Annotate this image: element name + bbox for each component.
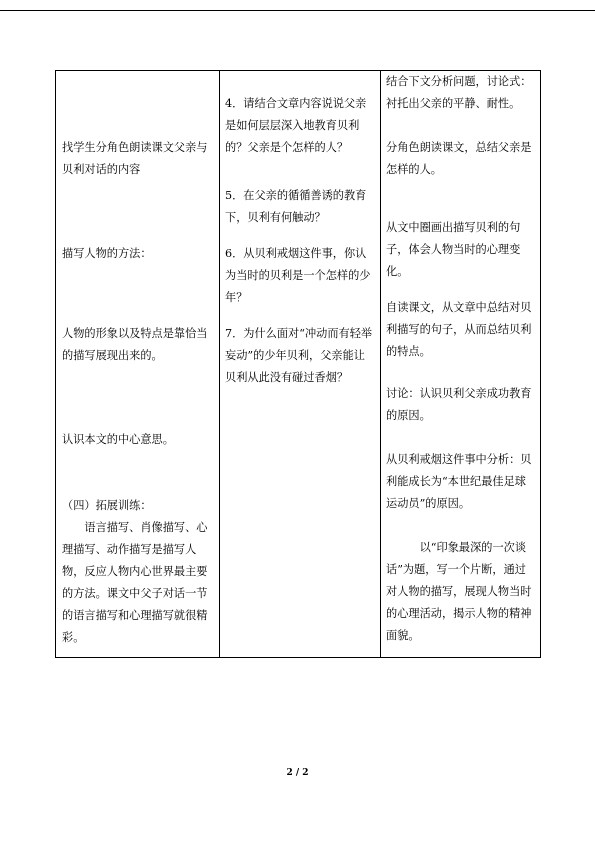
lesson-table <box>55 70 541 658</box>
header-rule <box>0 10 595 11</box>
column-divider <box>380 71 381 657</box>
col1-methods-label: 描写人物的方法： <box>62 247 152 260</box>
col1-extension-body: 语言描写、肖像描写、心理描写、动作描写是描写人物，反应人物内心世界最主要的方法。课文中父子对话一节的语言描写和心理描写就很精彩。 <box>62 521 208 644</box>
col1-extension-heading: （四）拓展训练： <box>62 499 152 512</box>
question-4: 4．请结合文章内容说说父亲是如何层层深入地教育贝利的？父亲是个怎样的人？ <box>225 97 367 154</box>
col1-character-note: 人物的形象以及特点是靠恰当的描写展现出来的。 <box>62 327 208 362</box>
col3-circle-sentences: 从文中圈画出描写贝利的句子，体会人物当时的心理变化。 <box>386 221 521 278</box>
col3-analysis: 从贝利戒烟这件事中分析：贝利能成长为“本世纪最佳足球运动员”的原因。 <box>386 453 532 510</box>
col3-discussion: 结合下文分析问题，讨论式：衬托出父亲的平静、耐性。 <box>386 75 532 110</box>
col1-role-reading: 找学生分角色朗读课文父亲与贝利对话的内容 <box>62 141 208 176</box>
page-number: 2 / 2 <box>286 768 309 778</box>
col3-writing-task: 以“印象最深的一次谈话”为题，写一个片断，通过对人物的描写，展现人物当时的心理活动，揭示人物的精神面貌。 <box>386 541 532 642</box>
col3-self-reading: 自读课文，从文章中总结对贝利描写的句子，从而总结贝利的特点。 <box>386 301 532 358</box>
column-divider <box>219 71 220 657</box>
col1-main-idea: 认识本文的中心意思。 <box>62 433 174 446</box>
col3-discussion-father: 讨论：认识贝利父亲成功教育的原因。 <box>386 387 532 422</box>
question-7: 7．为什么面对“冲动而有轻举妄动”的少年贝利，父亲能让贝利从此没有碰过香烟？ <box>225 327 373 384</box>
question-5: 5．在父亲的循循善诱的教育下，贝利有何触动？ <box>225 189 367 224</box>
question-6: 6．从贝利戒烟这件事，你认为当时的贝利是一个怎样的少年？ <box>225 247 371 304</box>
col3-role-reading: 分角色朗读课文，总结父亲是怎样的人。 <box>386 141 532 176</box>
